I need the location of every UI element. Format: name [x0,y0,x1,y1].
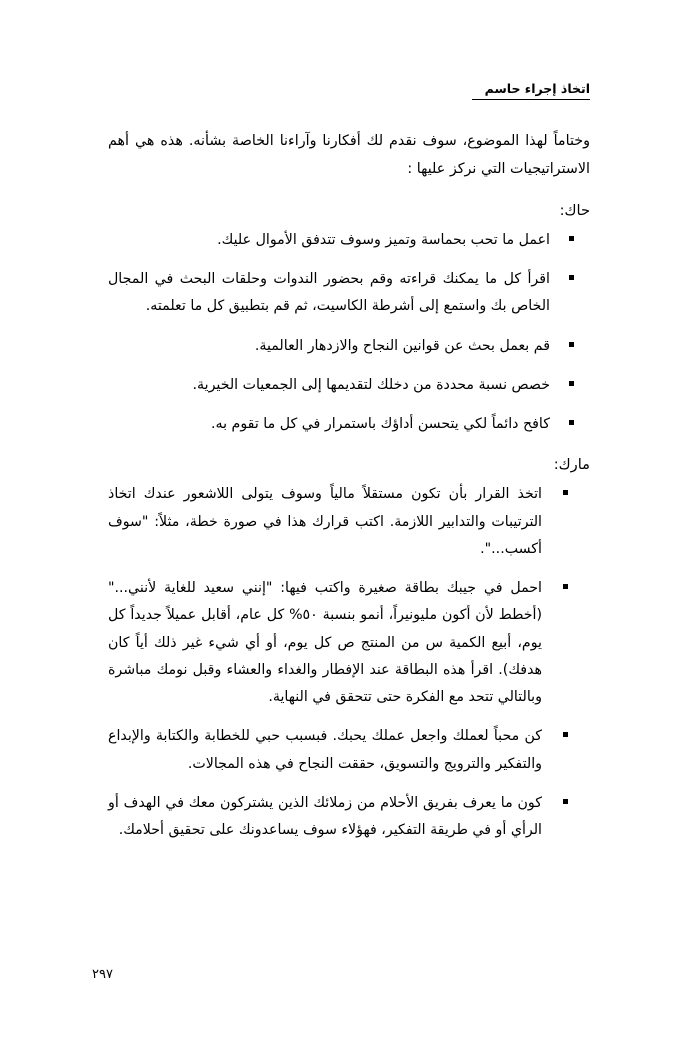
running-head-text: اتخاذ إجراء حاسم [484,81,590,96]
list-item [108,575,590,711]
list-item-text: اتخذ القرار بأن تكون مستقلاً مالياً وسوف يتولى اللاشعور عندك اتخاذ الترتيبات والتدابير اللازمة. اكتب قرارك هذا في صورة خطة، مثلاً: "سوف أكسب...". [108,486,542,557]
list-item-text: كن محباً لعملك واجعل عملك يحبك. فبسبب حبي للخطابة والكتابة والإبداع والتفكير والترويج والتسويق، حققت النجاح في هذه المجالات. [108,728,542,772]
bullet-square-icon [563,732,568,737]
section-title-2: مارك: [553,456,590,474]
bullet-list-1 [108,227,590,439]
bullet-square-icon [569,381,574,386]
list-item [108,723,590,778]
section-mark [108,456,590,844]
bullet-square-icon [569,236,574,241]
list-item-text: كافح دائماً لكي يتحسن أداؤك باستمرار في كل ما تقوم به. [210,416,550,433]
list-item [108,372,590,399]
list-item [108,481,590,563]
list-item [108,411,590,438]
page-number: ٢٩٧ [92,967,113,982]
list-item [108,227,590,254]
bullet-square-icon [563,799,568,804]
bullet-square-icon [569,342,574,347]
section-hack [108,202,590,439]
bullet-square-icon [563,490,568,495]
section-title-1: حاك: [559,201,590,219]
running-head-rule [472,99,590,100]
list-item-text: اقرأ كل ما يمكنك قراءته وقم بحضور الندوات وحلقات البحث في المجال الخاص بك واستمع إلى أشرطة الكاسيت، ثم قم بتطبيق كل ما تعلمته. [108,271,550,315]
bullet-square-icon [569,420,574,425]
list-item-text: كون ما يعرف بفريق الأحلام من زملائك الذين يشتركون معك في الهدف أو الرأي أو في طريقة التفكير، فهؤلاء سوف يساعدونك على تحقيق أحلامك. [108,795,542,839]
list-item [108,333,590,360]
page-content [108,128,590,857]
bullet-list-2 [108,481,590,844]
bullet-square-icon [569,275,574,280]
list-item [108,790,590,845]
running-head [370,78,590,100]
list-item [108,266,590,321]
bullet-square-icon [563,584,568,589]
list-item-text: خصص نسبة محددة من دخلك لتقديمها إلى الجمعيات الخيرية. [192,376,550,393]
list-item-text: قم بعمل بحث عن قوانين النجاح والازدهار العالمية. [254,337,550,354]
list-item-text: احمل في جيبك بطاقة صغيرة واكتب فيها: "إنني سعيد للغاية لأنني..." (أخطط لأن أكون مليونيراً، أنمو بنسبة ٥٠% كل عام، أقابل عميلاً جديداً كل يوم، أبيع الكمية س من المنتج ص كل يوم، أو أي شيء غير ذلك أياً كان هدفك). اقرأ هذه البطاقة عند الإفطار والغداء والعشاء وقبل نومك مباشرة وبالتالي تتحد مع الفكرة حتى تتحقق في النهاية. [108,580,542,706]
intro-paragraph: وختاماً لهذا الموضوع، سوف نقدم لك أفكارنا وآراءنا الخاصة بشأنه. هذه هي أهم الاستراتيجيات التي نركز عليها : [108,133,590,177]
list-item-text: اعمل ما تحب بحماسة وتميز وسوف تتدفق الأموال عليك. [217,231,550,248]
